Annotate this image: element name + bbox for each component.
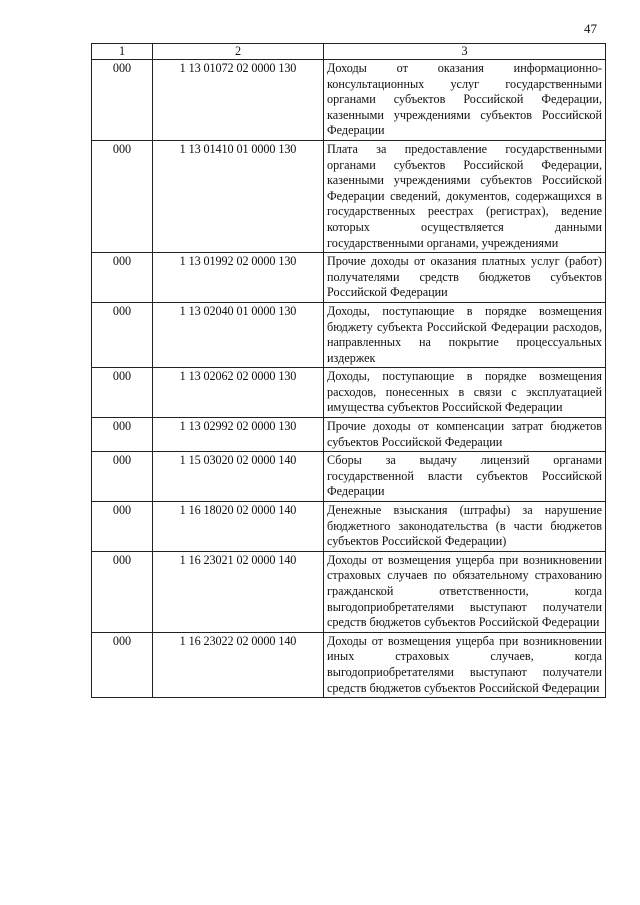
admin-code-cell: 000	[92, 253, 153, 303]
revenue-description-cell: Прочие доходы от компенсации затрат бюджетов субъектов Российской Федерации	[324, 418, 606, 452]
revenue-code-cell: 1 16 18020 02 0000 140	[153, 502, 324, 552]
revenue-description-cell: Прочие доходы от оказания платных услуг (работ) получателями средств бюджетов субъектов Российской Федерации	[324, 253, 606, 303]
revenue-code-cell: 1 16 23022 02 0000 140	[153, 632, 324, 697]
admin-code-cell: 000	[92, 368, 153, 418]
column-header-2: 2	[153, 44, 324, 60]
revenue-code-cell: 1 13 02040 01 0000 130	[153, 302, 324, 367]
admin-code-cell: 000	[92, 632, 153, 697]
revenue-description-cell: Доходы от возмещения ущерба при возникновении иных страховых случаев, когда выгодоприобретателями выступают получатели средств бюджетов субъектов Российской Федерации	[324, 632, 606, 697]
table-row	[92, 253, 606, 303]
revenue-description-cell: Сборы за выдачу лицензий органами государственной власти субъектов Российской Федерации	[324, 452, 606, 502]
table-row	[92, 368, 606, 418]
table-row	[92, 418, 606, 452]
column-header-1: 1	[92, 44, 153, 60]
table-row	[92, 502, 606, 552]
revenue-description-cell: Доходы, поступающие в порядке возмещения бюджету субъекта Российской Федерации расходов, направленных на покрытие процессуальных издержек	[324, 302, 606, 367]
admin-code-cell: 000	[92, 452, 153, 502]
revenue-description-cell: Доходы от возмещения ущерба при возникновении страховых случаев по обязательному страхованию гражданской ответственности, когда выгодоприобретателями выступают получатели средств бюджетов субъектов Российской Федерации	[324, 551, 606, 632]
revenue-description-cell: Доходы, поступающие в порядке возмещения расходов, понесенных в связи с эксплуатацией имущества субъектов Российской Федерации	[324, 368, 606, 418]
table-row	[92, 140, 606, 252]
table-row	[92, 60, 606, 141]
table-row	[92, 452, 606, 502]
table-row	[92, 632, 606, 697]
revenue-code-cell: 1 13 02062 02 0000 130	[153, 368, 324, 418]
revenue-code-cell: 1 16 23021 02 0000 140	[153, 551, 324, 632]
table-header-row	[92, 44, 606, 60]
admin-code-cell: 000	[92, 502, 153, 552]
column-header-3: 3	[324, 44, 606, 60]
revenue-code-cell: 1 13 01992 02 0000 130	[153, 253, 324, 303]
table-row	[92, 302, 606, 367]
admin-code-cell: 000	[92, 140, 153, 252]
revenue-code-cell: 1 13 01072 02 0000 130	[153, 60, 324, 141]
revenue-code-cell: 1 13 02992 02 0000 130	[153, 418, 324, 452]
budget-revenue-table	[91, 43, 606, 698]
admin-code-cell: 000	[92, 418, 153, 452]
admin-code-cell: 000	[92, 302, 153, 367]
admin-code-cell: 000	[92, 60, 153, 141]
revenue-description-cell: Плата за предоставление государственными органами субъектов Российской Федерации, казенными учреждениями субъектов Российской Федерации сведений, документов, содержащихся в государственных реестрах (регистрах), ведение которых осуществляется данными государственными органами, учреждениями	[324, 140, 606, 252]
page-number: 47	[584, 21, 597, 36]
admin-code-cell: 000	[92, 551, 153, 632]
revenue-description-cell: Доходы от оказания информационно-консультационных услуг государственными органами субъектов Российской Федерации, казенными учреждениями субъектов Российской Федерации	[324, 60, 606, 141]
table-row	[92, 551, 606, 632]
revenue-code-cell: 1 15 03020 02 0000 140	[153, 452, 324, 502]
revenue-code-cell: 1 13 01410 01 0000 130	[153, 140, 324, 252]
revenue-description-cell: Денежные взыскания (штрафы) за нарушение бюджетного законодательства (в части бюджетов субъектов Российской Федерации)	[324, 502, 606, 552]
